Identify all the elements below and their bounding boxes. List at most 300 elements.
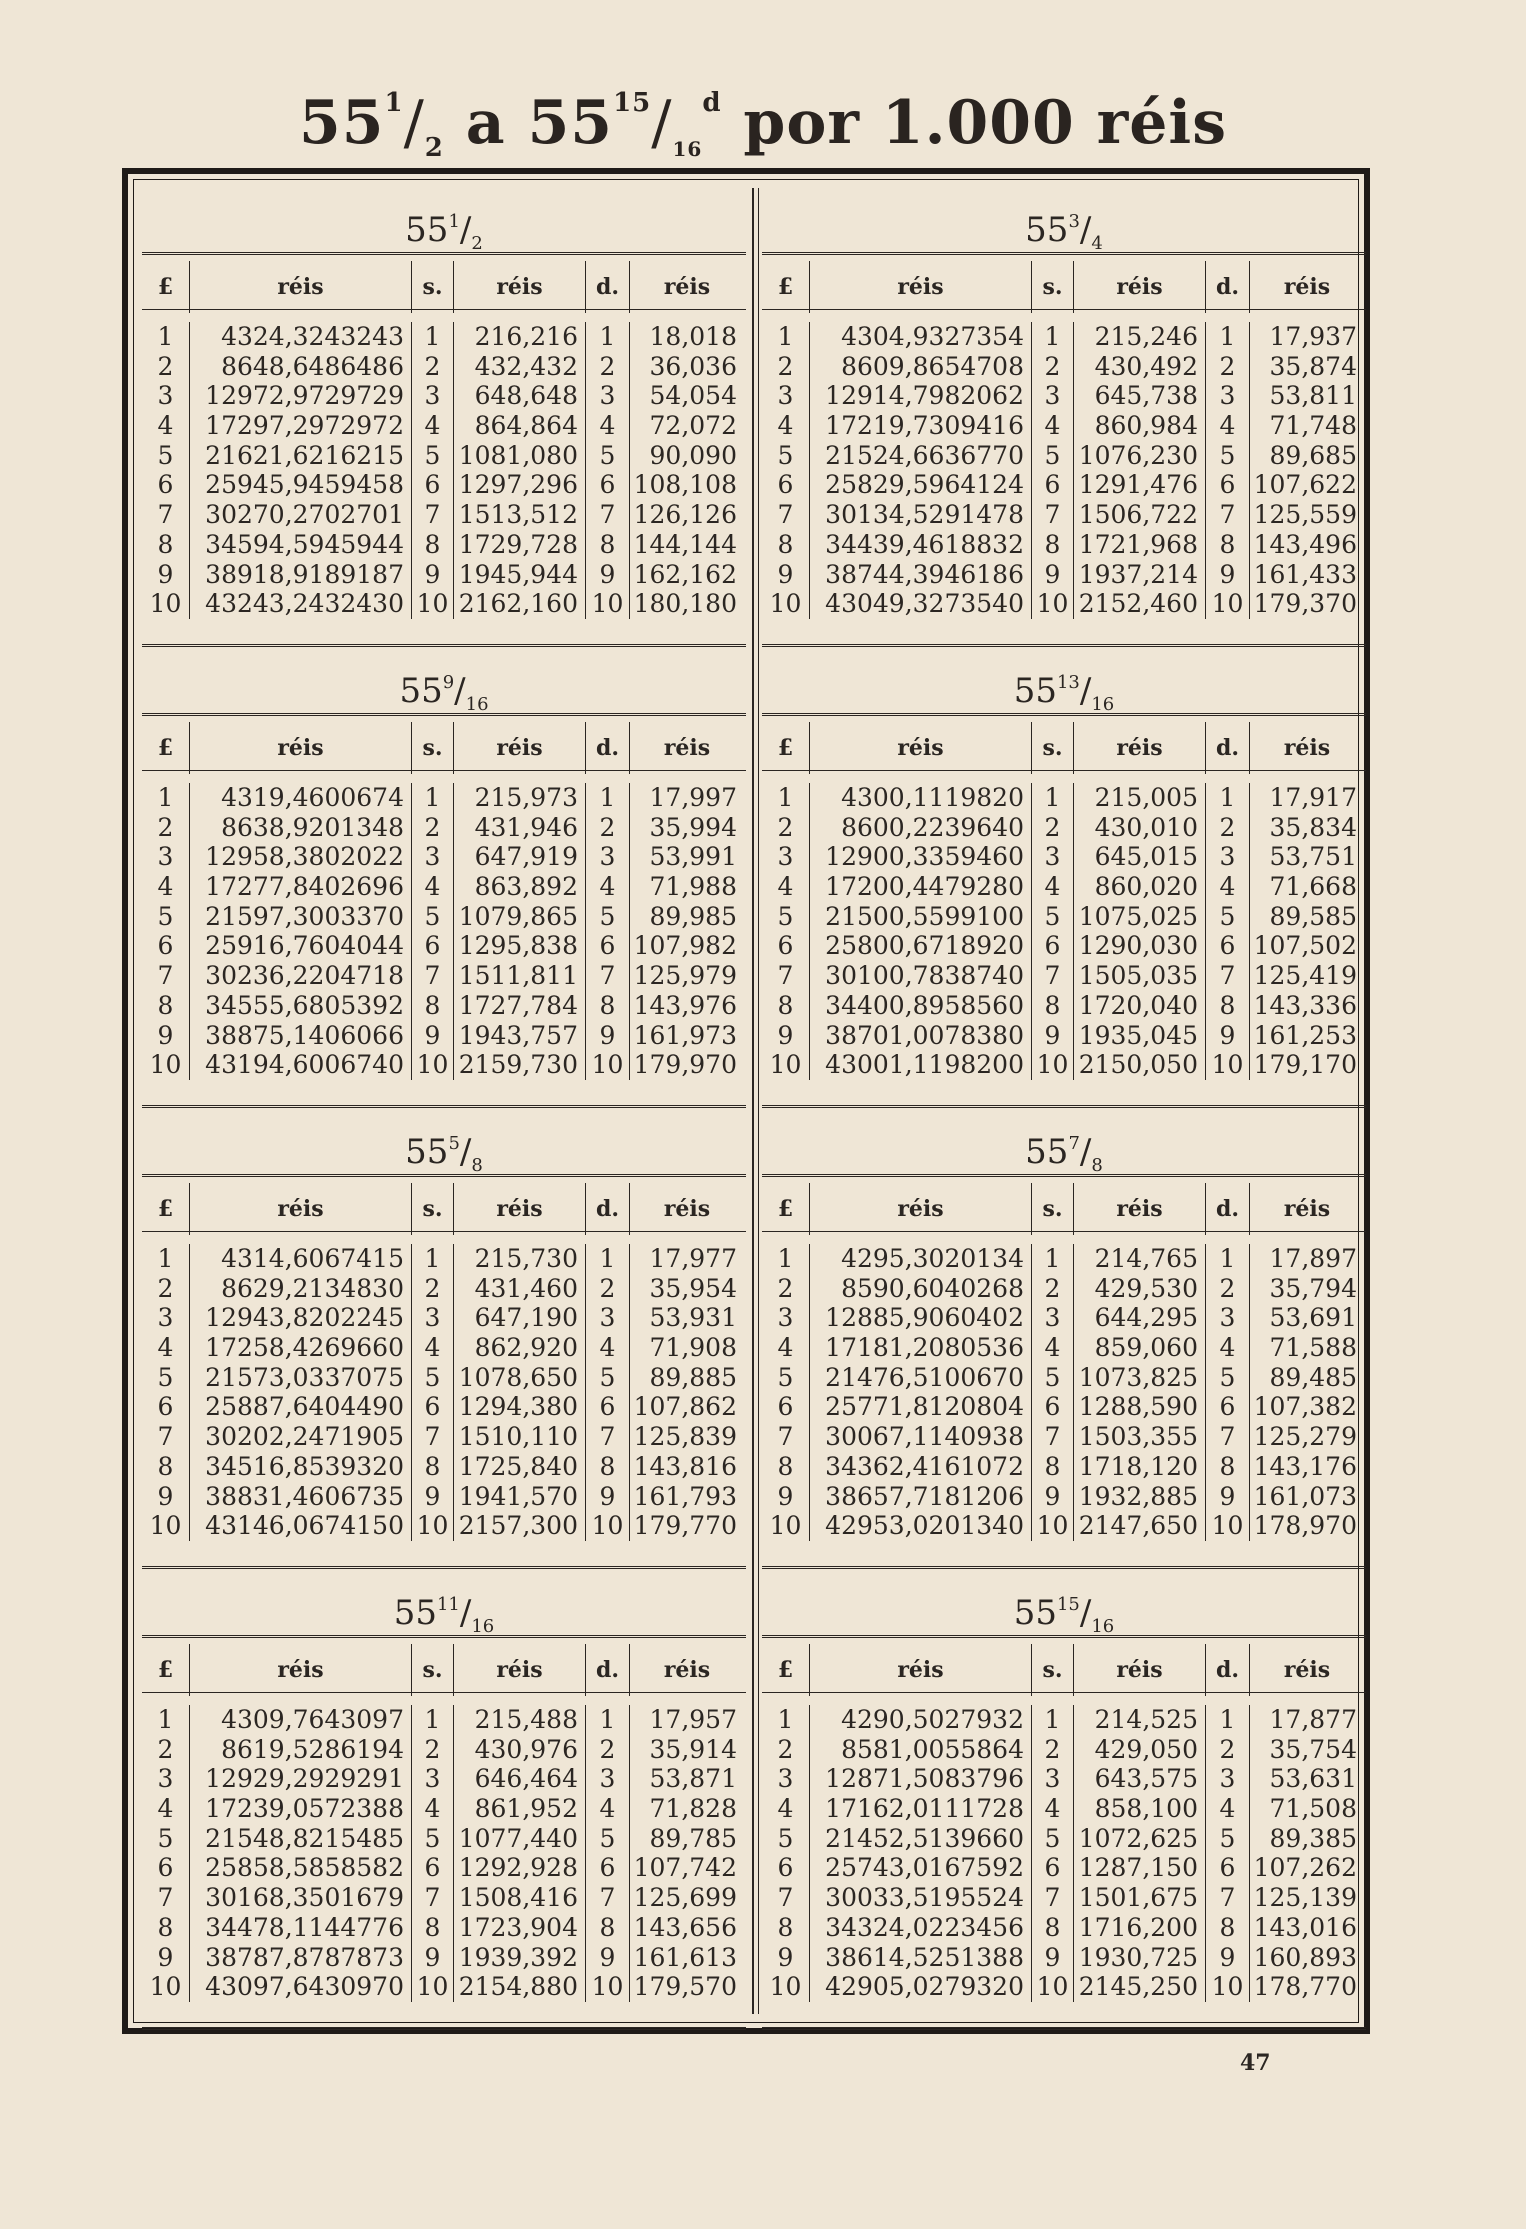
- title-unit: d: [702, 88, 722, 118]
- value-cell: 71,828: [649, 1794, 737, 1824]
- amount-cell: 1: [762, 1244, 810, 1274]
- table-row: [142, 1883, 746, 1913]
- column-header: d.: [1206, 722, 1250, 774]
- rate-table-panel: [142, 649, 746, 1108]
- table-row: [142, 1244, 746, 1274]
- value-cell: 30236,2204718: [190, 961, 412, 991]
- amount-cell: 4: [1032, 872, 1074, 902]
- amount-cell: 2: [762, 813, 810, 843]
- amount-cell: 2: [586, 352, 630, 382]
- value-cell: 430,492: [1074, 352, 1206, 382]
- value-cell: 215,488: [454, 1705, 586, 1735]
- amount-cell: 4: [1206, 411, 1250, 441]
- column-header: s.: [1032, 1644, 1074, 1696]
- value-cell: 35,754: [1269, 1734, 1357, 1764]
- table-row: [142, 1274, 746, 1304]
- amount-cell: 9: [412, 1943, 454, 1973]
- value-cell: 12972,9729729: [190, 381, 412, 411]
- amount-cell: 9: [762, 1482, 810, 1512]
- value-cell: 4304,9327354: [810, 322, 1032, 352]
- column-header: £: [142, 1644, 190, 1696]
- value-cell: 12871,5083796: [810, 1764, 1032, 1794]
- amount-cell: 3: [412, 1303, 454, 1333]
- value-cell: 17,917: [1269, 783, 1357, 812]
- value-cell: 161,973: [633, 1020, 737, 1050]
- value-cell: 43001,1198200: [810, 1050, 1032, 1080]
- amount-cell: 10: [1032, 589, 1074, 619]
- rate-fraction-slash: /: [459, 1132, 472, 1172]
- amount-cell: 8: [142, 991, 190, 1021]
- amount-cell: 4: [1206, 1794, 1250, 1824]
- table-row: [762, 931, 1366, 961]
- value-cell: 863,892: [454, 872, 586, 902]
- rate-numerator: 11: [436, 1594, 460, 1615]
- value-cell: 89,885: [649, 1362, 737, 1392]
- rate-numerator: 9: [442, 672, 455, 693]
- table-row: [142, 1972, 746, 2002]
- value-cell: 1501,675: [1074, 1883, 1206, 1913]
- value-cell: 53,631: [1269, 1764, 1357, 1794]
- amount-cell: 6: [1032, 470, 1074, 500]
- amount-cell: 1: [142, 783, 190, 813]
- value-cell: 89,985: [649, 901, 737, 931]
- amount-cell: 3: [1032, 1303, 1074, 1333]
- rate-table-panel: [762, 1571, 1366, 2030]
- value-cell: 1073,825: [1074, 1363, 1206, 1393]
- amount-cell: 9: [1206, 1482, 1250, 1512]
- table-row: [762, 1422, 1366, 1452]
- column-header: d.: [1206, 1644, 1250, 1696]
- value-cell: 126,126: [633, 500, 737, 530]
- table-row: [142, 1794, 746, 1824]
- value-cell: 430,976: [454, 1735, 586, 1765]
- value-cell: 215,246: [1074, 322, 1206, 352]
- amount-cell: 5: [142, 1824, 190, 1854]
- table-row: [762, 1244, 1366, 1274]
- value-cell: 107,982: [633, 931, 737, 961]
- amount-cell: 10: [586, 1050, 630, 1080]
- value-cell: 125,559: [1253, 500, 1357, 530]
- amount-cell: 1: [412, 1705, 454, 1735]
- value-cell: 36,036: [649, 351, 737, 381]
- amount-cell: 9: [1032, 560, 1074, 590]
- column-header: réis: [810, 1644, 1032, 1696]
- value-cell: 125,979: [633, 961, 737, 991]
- value-cell: 25800,6718920: [810, 931, 1032, 961]
- amount-cell: 9: [1206, 1943, 1250, 1973]
- amount-cell: 1: [1206, 1705, 1250, 1735]
- value-cell: 21476,5100670: [810, 1363, 1032, 1393]
- column-header: réis: [1283, 735, 1331, 761]
- amount-cell: 8: [586, 1452, 630, 1482]
- amount-cell: 6: [412, 931, 454, 961]
- amount-cell: 8: [142, 530, 190, 560]
- amount-cell: 8: [586, 991, 630, 1021]
- amount-cell: 6: [412, 470, 454, 500]
- value-cell: 43146,0674150: [190, 1511, 412, 1541]
- title-frac-a-den: 2: [424, 133, 444, 163]
- value-cell: 144,144: [633, 529, 737, 559]
- amount-cell: 5: [142, 902, 190, 932]
- amount-cell: 2: [1206, 352, 1250, 382]
- value-cell: 35,914: [649, 1734, 737, 1764]
- value-cell: 4319,4600674: [190, 783, 412, 813]
- amount-cell: 2: [762, 1274, 810, 1304]
- panel-rate-title: [142, 188, 746, 255]
- table-row: [762, 961, 1366, 991]
- value-cell: 215,005: [1074, 783, 1206, 813]
- amount-cell: 7: [1032, 961, 1074, 991]
- column-header: réis: [1283, 274, 1331, 300]
- value-cell: 125,419: [1253, 961, 1357, 991]
- column-header: réis: [190, 261, 412, 313]
- value-cell: 429,530: [1074, 1274, 1206, 1304]
- value-cell: 12958,3802022: [190, 842, 412, 872]
- value-cell: 34478,1144776: [190, 1913, 412, 1943]
- value-cell: 644,295: [1074, 1303, 1206, 1333]
- value-cell: 1506,722: [1074, 500, 1206, 530]
- value-cell: 143,336: [1253, 990, 1357, 1020]
- value-cell: 34324,0223456: [810, 1913, 1032, 1943]
- table-row: [142, 352, 746, 382]
- amount-cell: 4: [1032, 1794, 1074, 1824]
- amount-cell: 3: [142, 381, 190, 411]
- amount-cell: 3: [1032, 1764, 1074, 1794]
- column-header: s.: [1032, 1183, 1074, 1235]
- amount-cell: 8: [1206, 1913, 1250, 1943]
- value-cell: 71,988: [649, 872, 737, 902]
- rate-denominator: 8: [471, 1155, 483, 1176]
- amount-cell: 8: [1032, 991, 1074, 1021]
- vertical-divider: [752, 188, 759, 2014]
- table-row: [142, 1913, 746, 1943]
- amount-cell: 7: [586, 500, 630, 530]
- title-frac-b-den: 16: [672, 137, 703, 161]
- amount-cell: 5: [586, 902, 630, 932]
- amount-cell: 10: [1206, 1972, 1250, 2002]
- value-cell: 143,976: [633, 990, 737, 1020]
- amount-cell: 9: [586, 1943, 630, 1973]
- amount-cell: 1: [586, 783, 630, 813]
- value-cell: 34439,4618832: [810, 530, 1032, 560]
- table-row: [762, 560, 1366, 590]
- value-cell: 432,432: [454, 352, 586, 382]
- table-row: [142, 842, 746, 872]
- amount-cell: 5: [1206, 1363, 1250, 1393]
- panel-rate-title: [762, 1571, 1366, 1638]
- value-cell: 43243,2432430: [190, 589, 412, 619]
- value-cell: 107,502: [1253, 931, 1357, 961]
- column-header: £: [142, 261, 190, 313]
- amount-cell: 5: [586, 1824, 630, 1854]
- value-cell: 161,073: [1253, 1481, 1357, 1511]
- value-cell: 1077,440: [454, 1824, 586, 1854]
- value-cell: 1935,045: [1074, 1021, 1206, 1051]
- value-cell: 179,170: [1253, 1050, 1357, 1080]
- value-cell: 35,954: [649, 1273, 737, 1303]
- amount-cell: 10: [1032, 1511, 1074, 1541]
- amount-cell: 10: [1206, 1050, 1250, 1080]
- value-cell: 647,919: [454, 842, 586, 872]
- amount-cell: 10: [762, 1050, 810, 1080]
- amount-cell: 2: [586, 1274, 630, 1304]
- value-cell: 25916,7604044: [190, 931, 412, 961]
- amount-cell: 6: [586, 470, 630, 500]
- column-header: £: [762, 722, 810, 774]
- amount-cell: 6: [1206, 470, 1250, 500]
- value-cell: 1072,625: [1074, 1824, 1206, 1854]
- value-cell: 2147,650: [1074, 1511, 1206, 1541]
- table-row: [762, 1824, 1366, 1854]
- amount-cell: 10: [1206, 589, 1250, 619]
- amount-cell: 7: [142, 1422, 190, 1452]
- amount-cell: 8: [762, 1913, 810, 1943]
- column-header-row: [762, 1183, 1366, 1232]
- amount-cell: 9: [1032, 1943, 1074, 1973]
- column-header: réis: [810, 1183, 1032, 1235]
- value-cell: 107,262: [1253, 1853, 1357, 1883]
- panel-rate-title: [762, 649, 1366, 716]
- value-cell: 143,496: [1253, 529, 1357, 559]
- table-row: [142, 381, 746, 411]
- amount-cell: 3: [762, 1303, 810, 1333]
- amount-cell: 1: [762, 1705, 810, 1735]
- value-cell: 1932,885: [1074, 1482, 1206, 1512]
- table-row: [142, 931, 746, 961]
- amount-cell: 9: [1032, 1021, 1074, 1051]
- value-cell: 17,877: [1269, 1705, 1357, 1734]
- amount-cell: 7: [762, 1883, 810, 1913]
- value-cell: 859,060: [1074, 1333, 1206, 1363]
- table-row: [762, 813, 1366, 843]
- value-cell: 161,613: [633, 1942, 737, 1972]
- table-row: [142, 1482, 746, 1512]
- column-header: réis: [663, 1657, 711, 1683]
- table-body: [762, 1232, 1366, 1541]
- value-cell: 89,785: [649, 1823, 737, 1853]
- amount-cell: 2: [762, 352, 810, 382]
- value-cell: 25858,5858582: [190, 1853, 412, 1883]
- amount-cell: 6: [586, 1853, 630, 1883]
- value-cell: 25829,5964124: [810, 470, 1032, 500]
- column-header: s.: [1032, 722, 1074, 774]
- title-frac-slash: /: [651, 88, 673, 158]
- rate-denominator: 2: [471, 233, 483, 254]
- table-row: [762, 1511, 1366, 1541]
- column-header: réis: [190, 722, 412, 774]
- amount-cell: 7: [142, 500, 190, 530]
- value-cell: 1508,416: [454, 1883, 586, 1913]
- amount-cell: 4: [142, 411, 190, 441]
- value-cell: 2152,460: [1074, 589, 1206, 619]
- value-cell: 860,020: [1074, 872, 1206, 902]
- rate-table-panel: [762, 649, 1366, 1108]
- table-row: [762, 1705, 1366, 1735]
- amount-cell: 4: [142, 1794, 190, 1824]
- value-cell: 25771,8120804: [810, 1392, 1032, 1422]
- column-header-row: [762, 261, 1366, 310]
- amount-cell: 3: [762, 381, 810, 411]
- amount-cell: 10: [1032, 1972, 1074, 2002]
- amount-cell: 8: [412, 991, 454, 1021]
- amount-cell: 7: [1032, 500, 1074, 530]
- value-cell: 71,748: [1269, 411, 1357, 441]
- value-cell: 17,937: [1269, 322, 1357, 351]
- amount-cell: 10: [412, 1050, 454, 1080]
- amount-cell: 4: [412, 872, 454, 902]
- value-cell: 4309,7643097: [190, 1705, 412, 1735]
- table-row: [142, 1050, 746, 1080]
- value-cell: 861,952: [454, 1794, 586, 1824]
- column-header: réis: [1074, 1183, 1206, 1235]
- value-cell: 1294,380: [454, 1392, 586, 1422]
- value-cell: 17162,0111728: [810, 1794, 1032, 1824]
- value-cell: 864,864: [454, 411, 586, 441]
- table-body: [142, 1693, 746, 2002]
- value-cell: 1945,944: [454, 560, 586, 590]
- rate-whole: 55: [1025, 1132, 1069, 1172]
- rate-whole: 55: [399, 671, 443, 711]
- value-cell: 53,811: [1269, 381, 1357, 411]
- title-rest: por 1.000 réis: [743, 88, 1227, 158]
- value-cell: 35,834: [1269, 812, 1357, 842]
- value-cell: 179,970: [633, 1050, 737, 1080]
- amount-cell: 9: [1032, 1482, 1074, 1512]
- value-cell: 71,508: [1269, 1794, 1357, 1824]
- amount-cell: 5: [1032, 441, 1074, 471]
- amount-cell: 7: [1206, 961, 1250, 991]
- table-row: [762, 1452, 1366, 1482]
- amount-cell: 8: [412, 1452, 454, 1482]
- value-cell: 25743,0167592: [810, 1853, 1032, 1883]
- value-cell: 42953,0201340: [810, 1511, 1032, 1541]
- amount-cell: 6: [762, 470, 810, 500]
- value-cell: 25887,6404490: [190, 1392, 412, 1422]
- table-row: [762, 381, 1366, 411]
- table-row: [142, 411, 746, 441]
- table-row: [762, 530, 1366, 560]
- rate-table-panel: [762, 1110, 1366, 1569]
- value-cell: 125,139: [1253, 1883, 1357, 1913]
- value-cell: 17181,2080536: [810, 1333, 1032, 1363]
- amount-cell: 1: [412, 783, 454, 813]
- rate-numerator: 13: [1056, 672, 1080, 693]
- value-cell: 17239,0572388: [190, 1794, 412, 1824]
- table-frame: [122, 168, 1370, 2034]
- value-cell: 1290,030: [1074, 931, 1206, 961]
- amount-cell: 1: [586, 322, 630, 352]
- amount-cell: 3: [412, 842, 454, 872]
- table-row: [762, 902, 1366, 932]
- amount-cell: 10: [762, 589, 810, 619]
- column-header: s.: [412, 1183, 454, 1235]
- value-cell: 162,162: [633, 559, 737, 589]
- table-row: [762, 1363, 1366, 1393]
- amount-cell: 2: [1032, 1735, 1074, 1765]
- table-row: [762, 1764, 1366, 1794]
- amount-cell: 5: [762, 441, 810, 471]
- column-header: £: [762, 1183, 810, 1235]
- table-row: [762, 1972, 1366, 2002]
- value-cell: 71,668: [1269, 872, 1357, 902]
- amount-cell: 1: [412, 1244, 454, 1274]
- amount-cell: 1: [1206, 322, 1250, 352]
- value-cell: 214,525: [1074, 1705, 1206, 1735]
- panel-rate-title: [762, 188, 1366, 255]
- value-cell: 17,997: [649, 783, 737, 812]
- amount-cell: 3: [586, 842, 630, 872]
- column-header: réis: [663, 274, 711, 300]
- amount-cell: 4: [412, 1333, 454, 1363]
- table-row: [142, 1303, 746, 1333]
- value-cell: 430,010: [1074, 813, 1206, 843]
- title-frac-a-num: 1: [384, 88, 404, 118]
- table-row: [762, 352, 1366, 382]
- value-cell: 34516,8539320: [190, 1452, 412, 1482]
- value-cell: 1511,811: [454, 961, 586, 991]
- amount-cell: 4: [1032, 411, 1074, 441]
- amount-cell: 6: [1206, 1853, 1250, 1883]
- column-header: d.: [586, 1644, 630, 1696]
- value-cell: 143,016: [1253, 1912, 1357, 1942]
- title-main-a: 55: [298, 88, 385, 158]
- amount-cell: 8: [1032, 1913, 1074, 1943]
- value-cell: 21548,8215485: [190, 1824, 412, 1854]
- value-cell: 12943,8202245: [190, 1303, 412, 1333]
- amount-cell: 7: [586, 1883, 630, 1913]
- amount-cell: 7: [412, 500, 454, 530]
- value-cell: 214,765: [1074, 1244, 1206, 1274]
- page-title: [0, 88, 1526, 163]
- amount-cell: 6: [1206, 1392, 1250, 1422]
- amount-cell: 3: [412, 1764, 454, 1794]
- rate-table-panel: [762, 188, 1366, 647]
- amount-cell: 7: [1032, 1883, 1074, 1913]
- value-cell: 12885,9060402: [810, 1303, 1032, 1333]
- amount-cell: 10: [1032, 1050, 1074, 1080]
- column-header: s.: [1032, 261, 1074, 313]
- column-header: réis: [190, 1183, 412, 1235]
- title-mid: a: [465, 88, 506, 158]
- value-cell: 18,018: [649, 322, 737, 351]
- amount-cell: 4: [142, 1333, 190, 1363]
- value-cell: 178,770: [1253, 1972, 1357, 2002]
- amount-cell: 9: [142, 1482, 190, 1512]
- column-header: réis: [454, 1183, 586, 1235]
- value-cell: 648,648: [454, 381, 586, 411]
- amount-cell: 1: [142, 1705, 190, 1735]
- value-cell: 107,862: [633, 1392, 737, 1422]
- value-cell: 35,794: [1269, 1273, 1357, 1303]
- table-row: [142, 441, 746, 471]
- column-header: £: [142, 1183, 190, 1235]
- amount-cell: 4: [762, 872, 810, 902]
- amount-cell: 5: [762, 1363, 810, 1393]
- amount-cell: 7: [142, 961, 190, 991]
- table-row: [762, 1333, 1366, 1363]
- table-row: [142, 991, 746, 1021]
- amount-cell: 5: [412, 1363, 454, 1393]
- table-body: [142, 771, 746, 1080]
- value-cell: 1505,035: [1074, 961, 1206, 991]
- amount-cell: 3: [586, 1764, 630, 1794]
- rate-numerator: 3: [1068, 211, 1080, 232]
- amount-cell: 3: [1206, 842, 1250, 872]
- value-cell: 2157,300: [454, 1511, 586, 1541]
- table-row: [762, 1943, 1366, 1973]
- value-cell: 8619,5286194: [190, 1735, 412, 1765]
- amount-cell: 9: [1206, 1021, 1250, 1051]
